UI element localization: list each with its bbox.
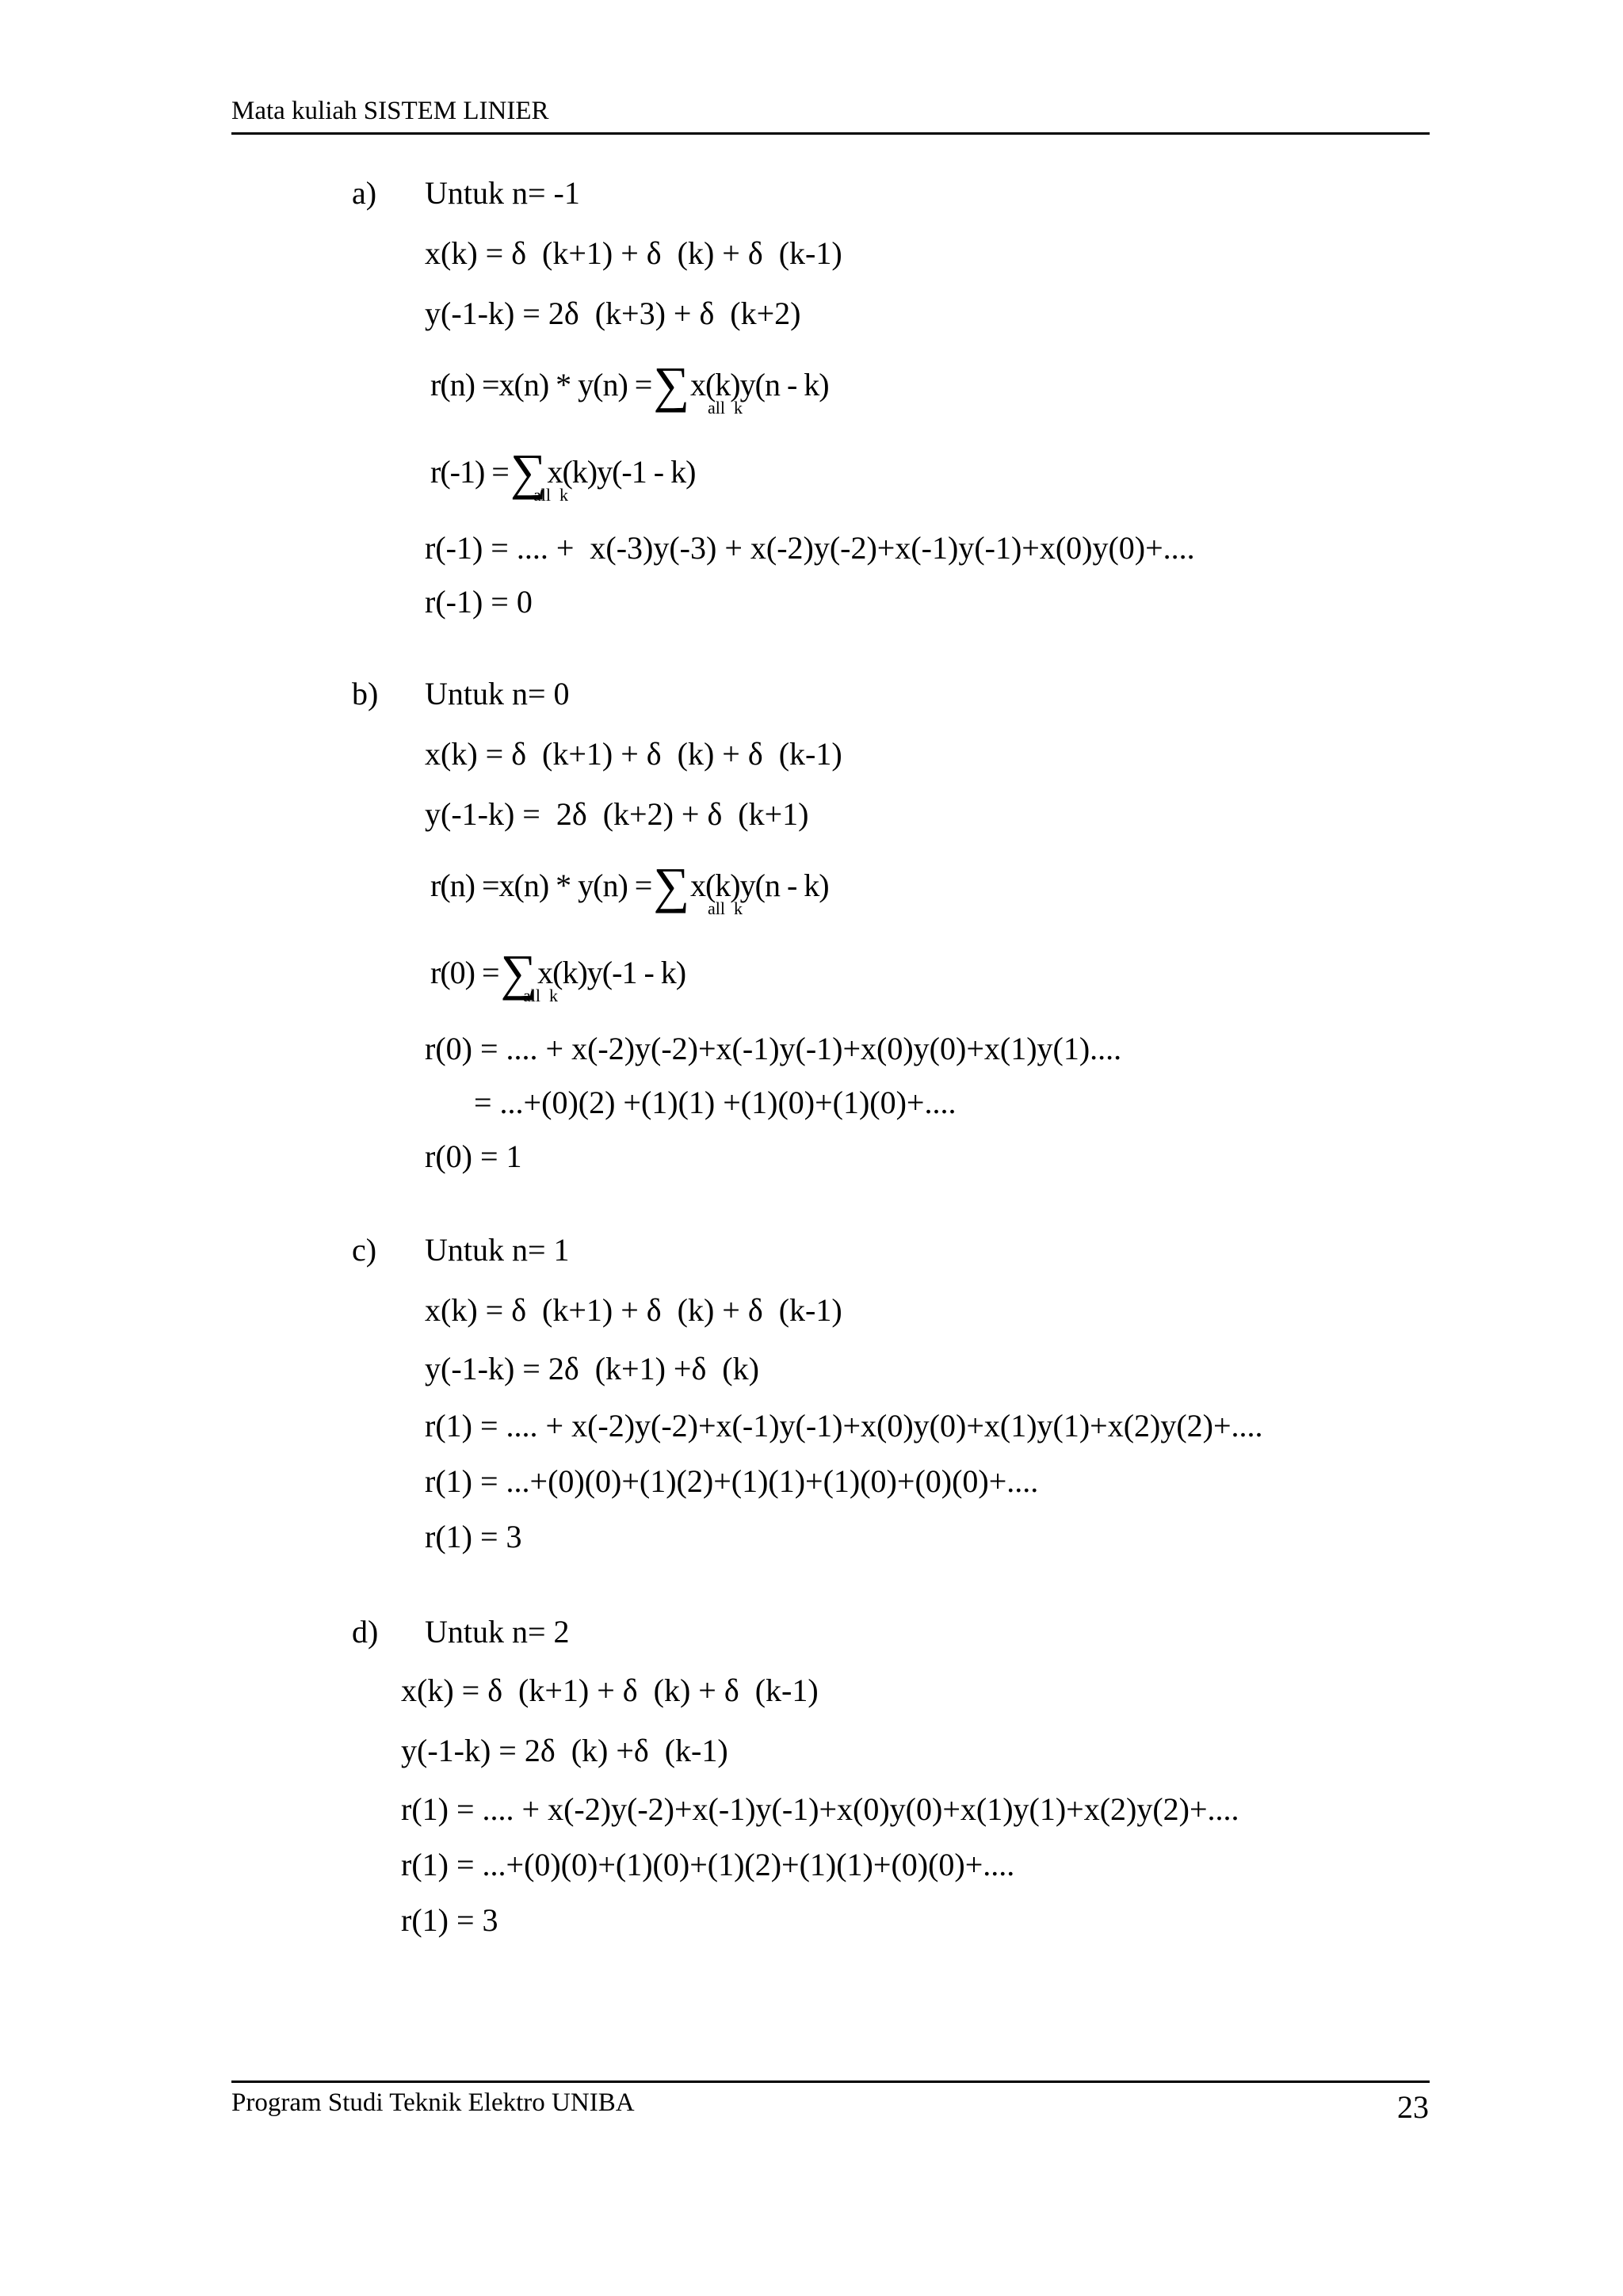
equation-rhs: x(k)y(n - k) bbox=[689, 868, 829, 903]
section-d-x-def: x(k) = δ (k+1) + δ (k) + δ (k-1) bbox=[401, 1672, 819, 1708]
section-d-title: Untuk n= 2 bbox=[425, 1614, 570, 1650]
section-c-y-def: y(-1-k) = 2δ (k+1) +δ (k) bbox=[425, 1351, 759, 1386]
section-b-title: Untuk n= 0 bbox=[425, 676, 570, 711]
section-b-result: r(0) = 1 bbox=[425, 1138, 522, 1174]
equation-lhs: r(n) =x(n) * y(n) = bbox=[430, 868, 652, 903]
equation-rhs: x(k)y(-1 - k) bbox=[547, 454, 696, 490]
section-a-label: a) bbox=[352, 175, 377, 211]
section-a-sum-limit-2: all k bbox=[533, 485, 568, 505]
header-rule bbox=[231, 132, 1430, 135]
section-a-result: r(-1) = 0 bbox=[425, 584, 533, 620]
equation-lhs: r(-1) = bbox=[430, 454, 509, 490]
summation-symbol: ∑ bbox=[510, 444, 546, 500]
section-b-label: b) bbox=[352, 676, 379, 711]
section-c-title: Untuk n= 1 bbox=[425, 1232, 570, 1268]
page-header: Mata kuliah SISTEM LINIER bbox=[231, 97, 549, 125]
equation-lhs: r(0) = bbox=[430, 955, 499, 990]
summation-symbol: ∑ bbox=[653, 357, 689, 413]
section-a-title: Untuk n= -1 bbox=[425, 175, 580, 211]
section-b-sum-limit-2: all k bbox=[523, 986, 558, 1005]
equation-lhs: r(n) =x(n) * y(n) = bbox=[430, 367, 652, 402]
equation-rhs: x(k)y(n - k) bbox=[689, 367, 829, 402]
section-b-sum-limit: all k bbox=[708, 898, 743, 918]
section-c-x-def: x(k) = δ (k+1) + δ (k) + δ (k-1) bbox=[425, 1292, 842, 1328]
section-b-expansion: r(0) = .... + x(-2)y(-2)+x(-1)y(-1)+x(0)y(0)+x(1)y(1).... bbox=[425, 1031, 1122, 1066]
section-d-y-def: y(-1-k) = 2δ (k) +δ (k-1) bbox=[401, 1733, 728, 1768]
section-c-expansion-2: r(1) = ...+(0)(0)+(1)(2)+(1)(1)+(1)(0)+(0)(0)+.... bbox=[425, 1463, 1039, 1499]
section-b-y-def: y(-1-k) = 2δ (k+2) + δ (k+1) bbox=[425, 796, 809, 832]
section-c-expansion: r(1) = .... + x(-2)y(-2)+x(-1)y(-1)+x(0)y(0)+x(1)y(1)+x(2)y(2)+.... bbox=[425, 1408, 1263, 1444]
section-c-label: c) bbox=[352, 1232, 377, 1268]
page-number: 23 bbox=[1397, 2089, 1429, 2125]
section-c-result: r(1) = 3 bbox=[425, 1519, 522, 1554]
footer-rule bbox=[231, 2081, 1430, 2083]
section-a-sum-limit: all k bbox=[708, 398, 743, 418]
section-d-result: r(1) = 3 bbox=[401, 1902, 498, 1938]
section-b-expansion-2: = ...+(0)(2) +(1)(1) +(1)(0)+(1)(0)+.... bbox=[474, 1085, 957, 1120]
section-a-expansion: r(-1) = .... + x(-3)y(-3) + x(-2)y(-2)+x(-1)y(-1)+x(0)y(0)+.... bbox=[425, 530, 1195, 566]
summation-symbol: ∑ bbox=[500, 944, 537, 1001]
section-d-expansion: r(1) = .... + x(-2)y(-2)+x(-1)y(-1)+x(0)y(0)+x(1)y(1)+x(2)y(2)+.... bbox=[401, 1791, 1239, 1827]
section-a-y-def: y(-1-k) = 2δ (k+3) + δ (k+2) bbox=[425, 296, 801, 331]
section-a-x-def: x(k) = δ (k+1) + δ (k) + δ (k-1) bbox=[425, 235, 842, 271]
section-d-label: d) bbox=[352, 1614, 379, 1650]
section-b-x-def: x(k) = δ (k+1) + δ (k) + δ (k-1) bbox=[425, 736, 842, 772]
section-d-expansion-2: r(1) = ...+(0)(0)+(1)(0)+(1)(2)+(1)(1)+(0)(0)+.... bbox=[401, 1847, 1015, 1882]
summation-symbol: ∑ bbox=[653, 857, 689, 913]
page-footer: Program Studi Teknik Elektro UNIBA bbox=[231, 2088, 635, 2117]
equation-rhs: x(k)y(-1 - k) bbox=[537, 955, 686, 990]
